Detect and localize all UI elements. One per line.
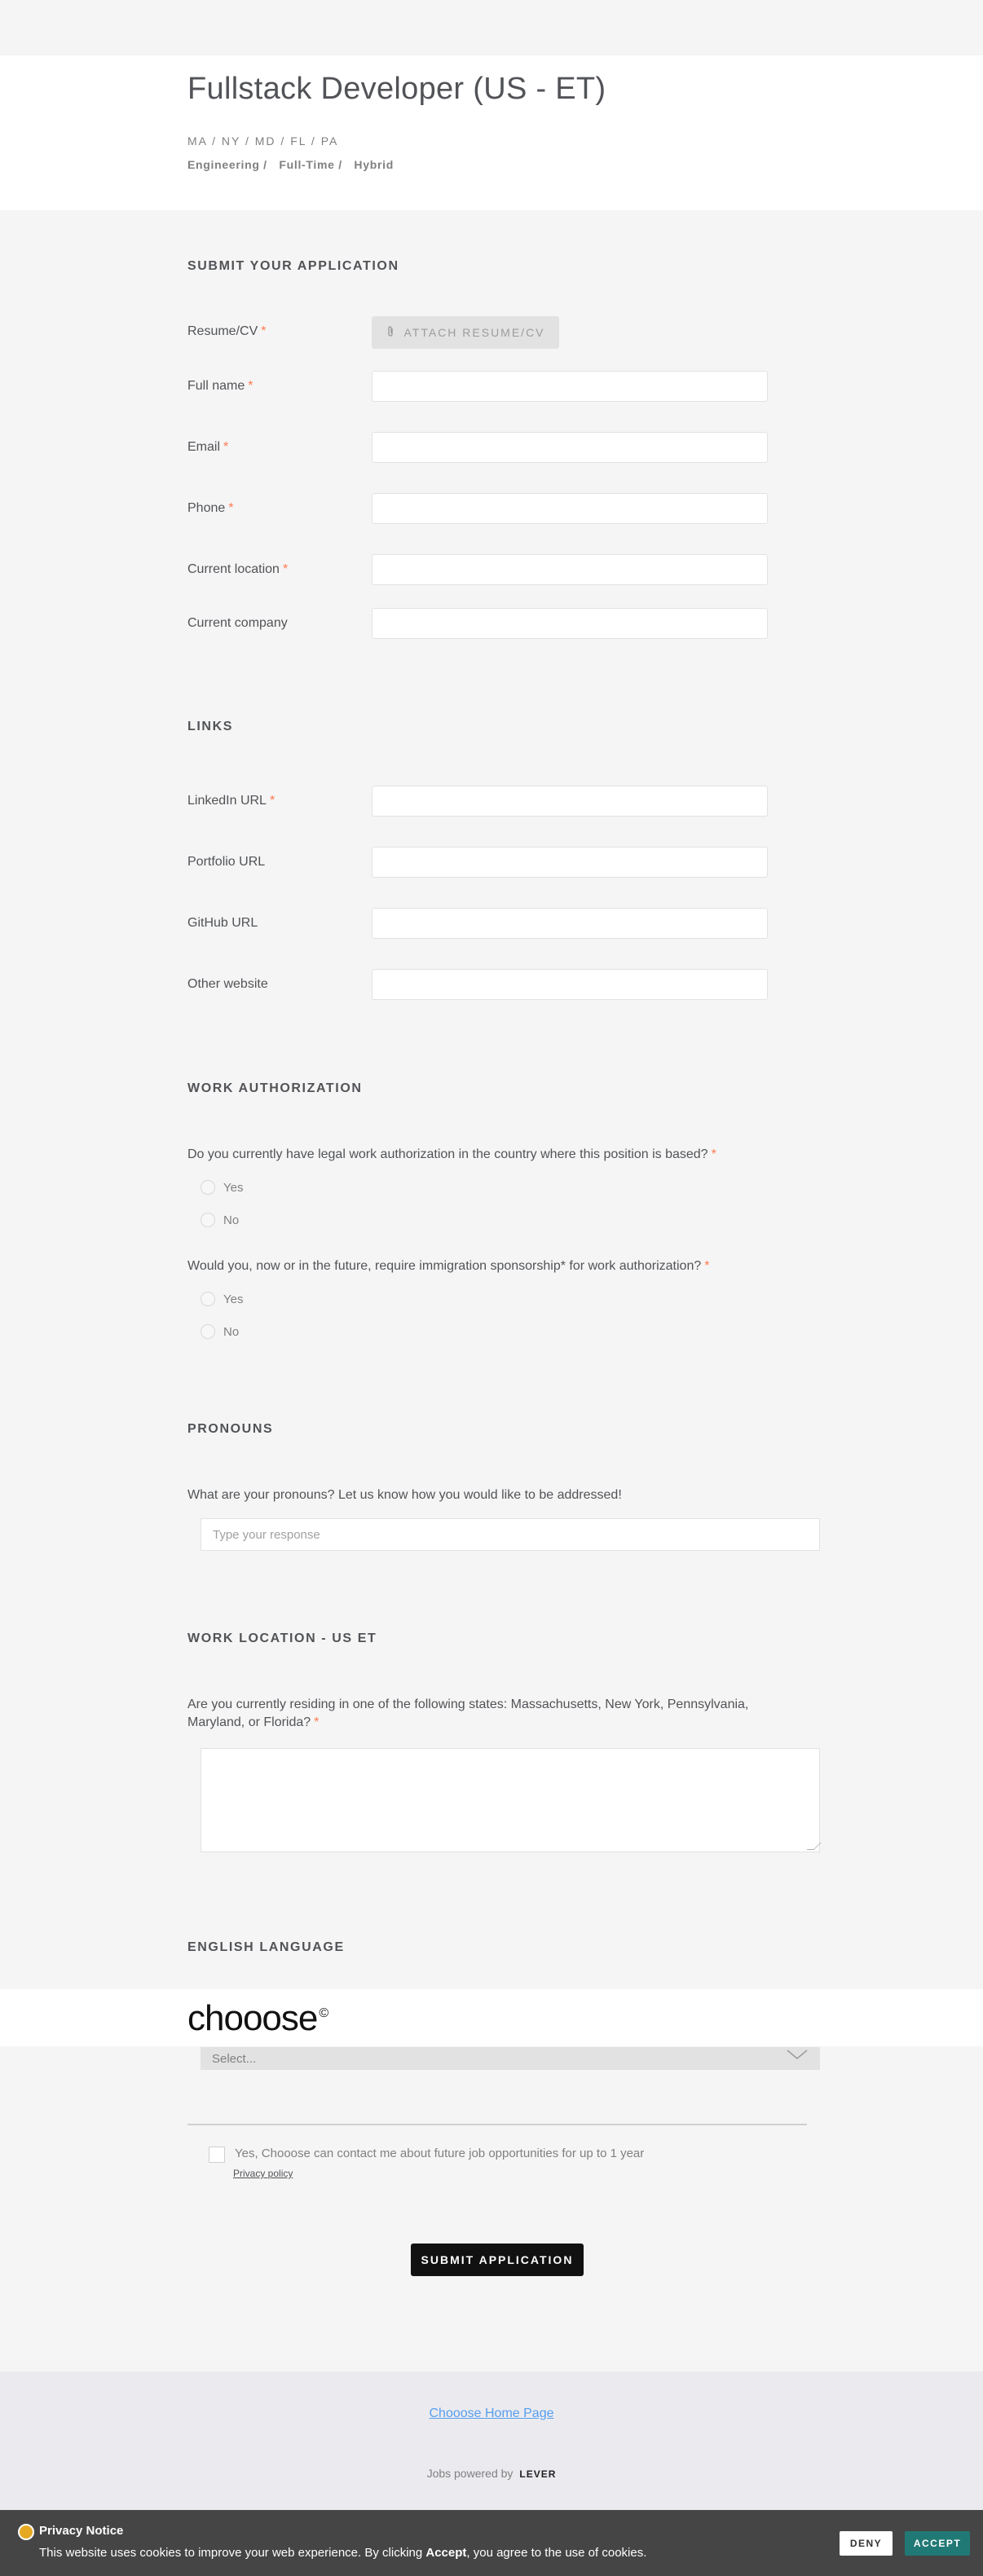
linkedin-label-text: LinkedIn URL bbox=[187, 794, 267, 808]
posting-title: Fullstack Developer (US - ET) bbox=[187, 72, 606, 106]
resize-grip-icon[interactable] bbox=[807, 1843, 822, 1850]
current-company-label: Current company bbox=[187, 616, 288, 630]
chevron-down-icon bbox=[786, 2047, 809, 2066]
cookie-text bbox=[39, 2546, 646, 2560]
email-label-text: Email bbox=[187, 440, 221, 454]
phone-input[interactable] bbox=[372, 493, 768, 524]
current-location-input[interactable] bbox=[372, 554, 768, 585]
work-location-question-text: Are you currently residing in one of the following states: Massachusetts, New York, Pennsylvania, Maryland, or Florida? bbox=[187, 1698, 749, 1729]
work-auth-option-no[interactable] bbox=[201, 1213, 239, 1227]
category-workplace: Hybrid bbox=[354, 158, 394, 171]
portfolio-input[interactable] bbox=[372, 847, 768, 878]
required-mark: * bbox=[282, 562, 289, 576]
cookie-text-start: This website uses cookies to improve your web experience. By clicking bbox=[39, 2546, 426, 2560]
current-location-label-text: Current location bbox=[187, 562, 280, 576]
github-input[interactable] bbox=[372, 908, 768, 939]
category-commitment: Full-Time / bbox=[279, 158, 342, 171]
cookie-text-end: , you agree to the use of cookies. bbox=[466, 2546, 647, 2560]
cookie-banner bbox=[0, 2510, 983, 2576]
section-heading-work-authorization: WORK AUTHORIZATION bbox=[187, 1081, 363, 1095]
logo-mark: © bbox=[319, 2006, 328, 2021]
radio-button[interactable] bbox=[201, 1213, 215, 1227]
option-label: Yes bbox=[223, 1180, 244, 1195]
resume-label-text: Resume/CV bbox=[187, 324, 258, 338]
sponsorship-option-no[interactable] bbox=[201, 1324, 239, 1339]
portfolio-label: Portfolio URL bbox=[187, 855, 266, 869]
email-input[interactable] bbox=[372, 432, 768, 463]
full-name-label-text: Full name bbox=[187, 379, 245, 393]
section-heading-work-location: WORK LOCATION - US ET bbox=[187, 1631, 377, 1645]
work-auth-option-yes[interactable] bbox=[201, 1180, 243, 1195]
section-heading-english: ENGLISH LANGUAGE bbox=[187, 1940, 345, 1954]
full-name-label bbox=[187, 379, 253, 394]
required-mark: * bbox=[223, 440, 229, 454]
company-logo[interactable] bbox=[187, 1998, 328, 2039]
radio-button[interactable] bbox=[201, 1324, 215, 1339]
other-website-input[interactable] bbox=[372, 969, 768, 1000]
pronouns-input[interactable]: Type your response bbox=[201, 1518, 820, 1551]
consent-text: Yes, Chooose can contact me about future job opportunities for up to 1 year bbox=[235, 2147, 645, 2160]
sponsorship-question-text: Would you, now or in the future, require immigration sponsorship* for work authorization? bbox=[187, 1259, 702, 1273]
logo-text: chooose bbox=[187, 1998, 318, 2038]
select-value: Select... bbox=[212, 2051, 257, 2066]
posting-categories bbox=[187, 158, 402, 171]
company-logo-bar bbox=[0, 1989, 983, 2046]
section-heading-links: LINKS bbox=[187, 720, 233, 733]
required-mark: * bbox=[314, 1715, 320, 1729]
lever-logo[interactable]: LEVER bbox=[519, 2468, 557, 2480]
consent-checkbox[interactable] bbox=[209, 2147, 225, 2163]
attach-resume-label: ATTACH RESUME/CV bbox=[403, 326, 545, 339]
linkedin-label bbox=[187, 794, 275, 808]
linkedin-input[interactable] bbox=[372, 786, 768, 817]
work-auth-question-text: Do you currently have legal work authorization in the country where this position is based? bbox=[187, 1147, 708, 1161]
radio-button[interactable] bbox=[201, 1180, 215, 1195]
phone-label-text: Phone bbox=[187, 501, 226, 515]
powered-by bbox=[0, 2467, 983, 2480]
resume-label bbox=[187, 324, 266, 339]
company-home-link bbox=[0, 2406, 983, 2421]
section-heading-pronouns: PRONOUNS bbox=[187, 1422, 274, 1436]
posting-locations: MA / NY / MD / FL / PA bbox=[187, 134, 339, 148]
github-label: GitHub URL bbox=[187, 916, 258, 930]
submit-application-button[interactable]: SUBMIT APPLICATION bbox=[411, 2244, 584, 2276]
radio-button[interactable] bbox=[201, 1292, 215, 1306]
work-location-textarea[interactable] bbox=[201, 1748, 820, 1852]
deny-cookies-button[interactable]: DENY bbox=[840, 2531, 893, 2556]
divider bbox=[187, 2124, 807, 2125]
other-website-label: Other website bbox=[187, 977, 268, 991]
required-mark: * bbox=[711, 1147, 716, 1161]
option-label: No bbox=[223, 1324, 240, 1339]
email-label bbox=[187, 440, 228, 455]
full-name-input[interactable] bbox=[372, 371, 768, 402]
required-mark: * bbox=[261, 324, 267, 338]
work-location-question bbox=[187, 1696, 807, 1732]
option-label: Yes bbox=[223, 1292, 244, 1306]
current-location-label bbox=[187, 562, 288, 577]
sponsorship-question bbox=[187, 1257, 815, 1275]
required-mark: * bbox=[269, 794, 276, 808]
option-label: No bbox=[223, 1213, 240, 1227]
privacy-policy-link[interactable]: Privacy policy bbox=[233, 2168, 293, 2179]
category-department: Engineering / bbox=[187, 158, 267, 171]
powered-by-text: Jobs powered by bbox=[426, 2467, 514, 2480]
english-level-select[interactable] bbox=[201, 2047, 820, 2070]
work-auth-question bbox=[187, 1146, 815, 1164]
attach-resume-button[interactable] bbox=[372, 316, 559, 349]
consent-checkbox-row[interactable] bbox=[209, 2147, 644, 2163]
phone-label bbox=[187, 501, 234, 516]
cookie-text-accept: Accept bbox=[425, 2546, 467, 2560]
paperclip-icon bbox=[386, 325, 395, 341]
required-mark: * bbox=[704, 1259, 710, 1273]
required-mark: * bbox=[228, 501, 234, 515]
pronouns-question: What are your pronouns? Let us know how you would like to be addressed! bbox=[187, 1488, 622, 1502]
section-heading-application: SUBMIT YOUR APPLICATION bbox=[187, 259, 399, 273]
cookie-icon bbox=[18, 2524, 34, 2540]
company-home-link-text[interactable]: Chooose Home Page bbox=[429, 2406, 554, 2420]
required-mark: * bbox=[248, 379, 253, 393]
current-company-input[interactable] bbox=[372, 608, 768, 639]
cookie-title: Privacy Notice bbox=[39, 2524, 124, 2538]
accept-cookies-button[interactable]: ACCEPT bbox=[905, 2531, 970, 2556]
sponsorship-option-yes[interactable] bbox=[201, 1292, 243, 1306]
